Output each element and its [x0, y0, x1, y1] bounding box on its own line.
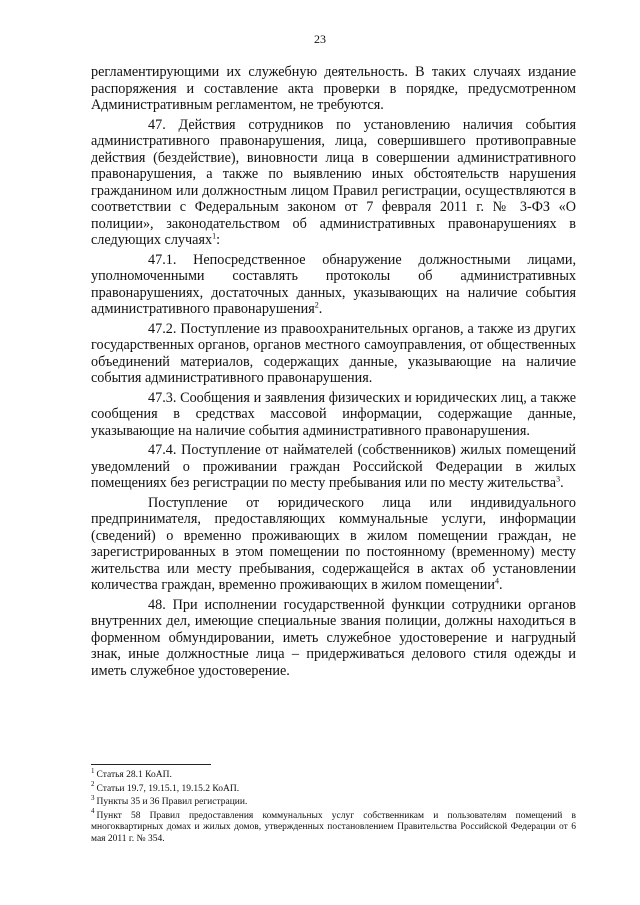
footnote-ref: 2 — [314, 300, 319, 310]
page-number: 23 — [314, 32, 326, 46]
paragraph-47-4: 47.4. Поступление от наймателей (собственников) жилых помещений уведомлений о проживании граждан Российской Федерации в жилых помещениях без регистрации по месту пребывания или по месту жительства$^3$. — [91, 442, 576, 491]
paragraph-continuation: регламентирующими их служебную деятельность. В таких случаях издание распоряжения и составление акта проверки в порядке, предусмотренном Административным регламентом, не требуются. — [91, 64, 576, 113]
footnote-1: $^1$ Статья 28.1 КоАП. — [91, 766, 172, 780]
paragraph-47: 47. Действия сотрудников по установлению наличия события административного правонарушения, лица, совершившего противоправные действия (бездействие), виновности лица в совершении административного правонарушения, а также по выявлению иных обстоятельств нарушения гражданином или должностным лицом Правил регистрации, осуществляются в соответствии с Федеральным законом от 7 февраля 2011 г. № 3-ФЗ «О полиции», законодательством об административных правонарушениях в следующих случаях$^1$: — [91, 116, 576, 248]
footnote-4: $^4$ Пункт 58 Правил предоставления коммунальных услуг собственникам и пользователям помещений в многоквартирных домах и жилых домов, утвержденных постановлением Правительства Российской Федерации от 6 мая 2011 г. № 354. — [91, 807, 576, 844]
footnote-3: $^3$ Пункты 35 и 36 Правил регистрации. — [91, 793, 248, 807]
paragraph-47-4-continued: Поступление от юридического лица или индивидуального предпринимателя, предоставляющих коммунальные услуги, информации (сведений) о временно проживающих в жилом помещении граждан, не зарегистрированных в этом помещении по постоянному (временному) месту жительства или месту пребывания, содержащейся в актах об установлении количества граждан, временно проживающих в жилом помещении$^4$. — [91, 494, 576, 593]
paragraph-47-3: 47.3. Сообщения и заявления физических и юридических лиц, а также сообщения в средствах массовой информации, содержащие данные, указывающие на наличие события административного правонарушения. — [91, 389, 576, 439]
paragraph-47-1: 47.1. Непосредственное обнаружение должностными лицами, уполномоченными составлять протоколы об административных правонарушениях, достаточных данных, указывающих на наличие события административного правонарушения$^2$. — [91, 251, 576, 317]
footnote-divider — [91, 764, 211, 765]
footnote-2: $^2$ Статьи 19.7, 19.15.1, 19.15.2 КоАП. — [91, 780, 240, 794]
footnote-ref: 4 — [494, 576, 499, 586]
footnote-ref: 1 — [212, 231, 217, 241]
body-text — [91, 64, 576, 682]
footnotes — [91, 766, 576, 847]
footnote-ref: 3 — [556, 474, 561, 484]
paragraph-48: 48. При исполнении государственной функции сотрудники органов внутренних дел, имеющие специальные звания полиции, должны находиться в форменном обмундировании, иметь служебное удостоверение и нагрудный знак, иные должностные лица – придерживаться делового стиля одежды и иметь служебное удостоверение. — [91, 596, 576, 679]
paragraph-47-2: 47.2. Поступление из правоохранительных органов, а также из других государственных органов, органов местного самоуправления, от общественных объединений материалов, содержащих данные, указывающие на наличие события административного правонарушения. — [91, 320, 576, 386]
